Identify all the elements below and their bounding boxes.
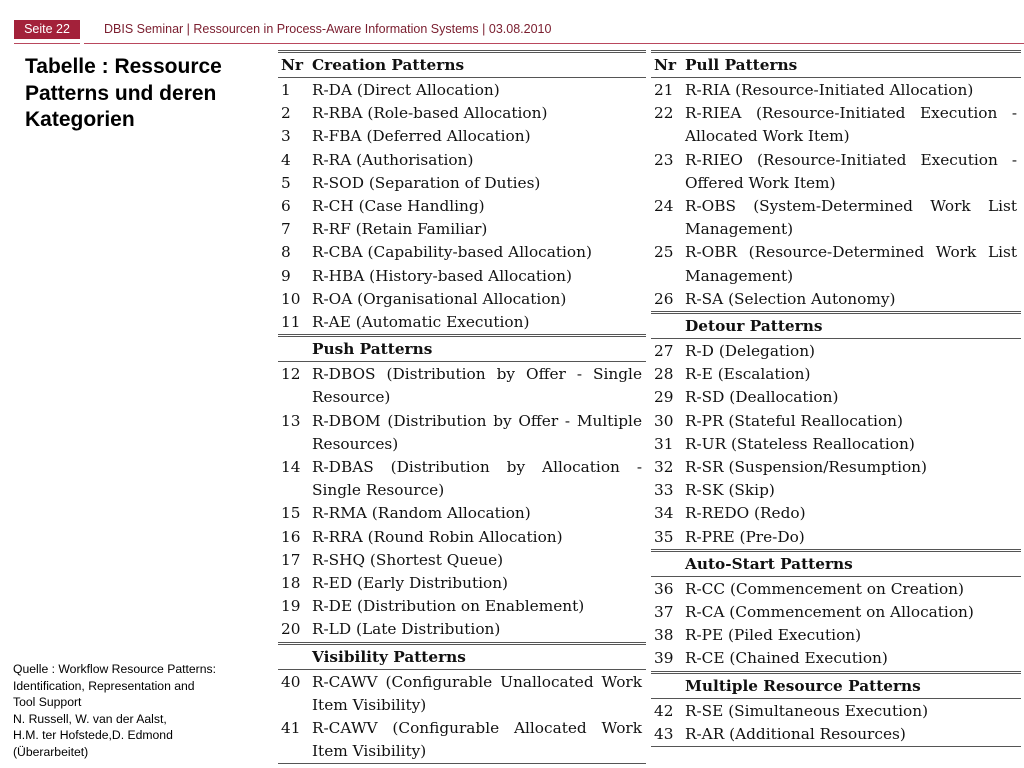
table-row bbox=[651, 363, 1021, 386]
pattern-number: 30 bbox=[654, 411, 674, 430]
pattern-number: 37 bbox=[654, 603, 674, 622]
pattern-number: 33 bbox=[654, 481, 674, 500]
pattern-name: R-CC (Commencement on Creation) bbox=[685, 579, 964, 598]
section-header-auto-start-patterns bbox=[651, 549, 1021, 577]
pattern-number: 43 bbox=[654, 724, 674, 743]
pattern-name: R-REDO (Redo) bbox=[685, 504, 806, 523]
pattern-number: 9 bbox=[281, 266, 291, 285]
table-row bbox=[278, 79, 646, 102]
table-row bbox=[651, 102, 1021, 148]
pattern-name: R-PE (Piled Execution) bbox=[685, 626, 862, 645]
pattern-number: 32 bbox=[654, 458, 674, 477]
pattern-name: R-RA (Authorisation) bbox=[312, 150, 474, 169]
section-title: Visibility Patterns bbox=[312, 647, 466, 666]
pattern-number: 38 bbox=[654, 626, 674, 645]
pattern-name: R-UR (Stateless Reallocation) bbox=[685, 434, 915, 453]
pattern-name: R-AE (Automatic Execution) bbox=[312, 313, 530, 332]
pattern-number: 11 bbox=[281, 313, 301, 332]
pattern-number: 2 bbox=[281, 104, 291, 123]
section-title: Auto-Start Patterns bbox=[685, 554, 853, 573]
table-row bbox=[278, 717, 646, 763]
table-row bbox=[651, 340, 1021, 363]
table-row bbox=[278, 618, 646, 641]
pattern-number: 17 bbox=[281, 550, 301, 569]
table-row bbox=[278, 410, 646, 456]
pattern-number: 35 bbox=[654, 527, 674, 546]
section-rows bbox=[651, 699, 1021, 746]
pattern-name: R-OA (Organisational Allocation) bbox=[312, 289, 567, 308]
source-citation bbox=[13, 661, 273, 761]
pattern-number: 4 bbox=[281, 150, 291, 169]
table-row bbox=[651, 479, 1021, 502]
header-rule-left bbox=[14, 43, 80, 44]
pattern-name: R-OBS (System-Determined Work List Management) bbox=[685, 197, 1017, 239]
pattern-name: R-DBAS (Distribution by Allocation - Single Resource) bbox=[312, 458, 642, 500]
table-row bbox=[278, 241, 646, 264]
pattern-name: R-CAWV (Configurable Allocated Work Item Visibility) bbox=[312, 719, 642, 761]
header-rule bbox=[84, 43, 1024, 44]
table-row bbox=[278, 311, 646, 334]
pattern-name: R-DA (Direct Allocation) bbox=[312, 81, 500, 99]
table-row bbox=[651, 149, 1021, 195]
source-line: H.M. ter Hofstede,D. Edmond bbox=[13, 728, 173, 743]
source-line: (Überarbeitet) bbox=[13, 744, 89, 759]
pattern-number: 5 bbox=[281, 173, 291, 192]
pattern-name: R-CAWV (Configurable Unallocated Work Item Visibility) bbox=[312, 672, 642, 714]
table-row bbox=[278, 526, 646, 549]
table-row bbox=[651, 433, 1021, 456]
section-rows bbox=[278, 670, 646, 764]
section-title: Creation Patterns bbox=[312, 56, 465, 74]
table-row bbox=[278, 549, 646, 572]
table-row bbox=[651, 241, 1021, 287]
pattern-number: 20 bbox=[281, 620, 301, 639]
column-header-nr: Nr bbox=[654, 56, 677, 74]
table-row bbox=[651, 288, 1021, 311]
section-header-push-patterns bbox=[278, 334, 646, 362]
pattern-name: R-DBOM (Distribution by Offer - Multiple Resources) bbox=[312, 411, 642, 453]
pattern-name: R-HBA (History-based Allocation) bbox=[312, 266, 572, 285]
pattern-name: R-RF (Retain Familiar) bbox=[312, 220, 488, 239]
pattern-name: R-ED (Early Distribution) bbox=[312, 574, 509, 593]
pattern-name: R-RRA (Round Robin Allocation) bbox=[312, 527, 563, 546]
section-header-pull-patterns bbox=[651, 50, 1021, 78]
pattern-name: R-SE (Simultaneous Execution) bbox=[685, 701, 929, 720]
table-row bbox=[278, 288, 646, 311]
pattern-number: 19 bbox=[281, 597, 301, 616]
pattern-number: 40 bbox=[281, 672, 301, 691]
table-row bbox=[278, 502, 646, 525]
table-bottom-rule bbox=[651, 746, 1021, 747]
pattern-number: 27 bbox=[654, 342, 674, 361]
section-header-detour-patterns bbox=[651, 311, 1021, 339]
pattern-name: R-SA (Selection Autonomy) bbox=[685, 289, 896, 308]
source-line: N. Russell, W. van der Aalst, bbox=[13, 711, 167, 726]
pattern-name: R-SHQ (Shortest Queue) bbox=[312, 550, 504, 569]
pattern-name: R-RIA (Resource-Initiated Allocation) bbox=[685, 81, 974, 99]
section-title: Push Patterns bbox=[312, 340, 433, 359]
pattern-name: R-SK (Skip) bbox=[685, 481, 775, 500]
pattern-name: R-FBA (Deferred Allocation) bbox=[312, 127, 531, 146]
pattern-number: 15 bbox=[281, 504, 301, 523]
table-row bbox=[651, 386, 1021, 409]
patterns-table-right bbox=[651, 50, 1021, 747]
pattern-number: 31 bbox=[654, 434, 674, 453]
pattern-number: 10 bbox=[281, 289, 301, 308]
pattern-name: R-CBA (Capability-based Allocation) bbox=[312, 243, 592, 262]
pattern-name: R-CE (Chained Execution) bbox=[685, 649, 888, 668]
pattern-number: 36 bbox=[654, 579, 674, 598]
pattern-name: R-DBOS (Distribution by Offer - Single Resource) bbox=[312, 365, 642, 407]
table-row bbox=[651, 526, 1021, 549]
pattern-name: R-RBA (Role-based Allocation) bbox=[312, 104, 548, 123]
table-row bbox=[651, 578, 1021, 601]
pattern-name: R-CA (Commencement on Allocation) bbox=[685, 603, 974, 622]
table-row bbox=[278, 671, 646, 717]
section-rows bbox=[278, 362, 646, 641]
table-row bbox=[278, 102, 646, 125]
pattern-number: 29 bbox=[654, 388, 674, 407]
pattern-number: 14 bbox=[281, 458, 301, 477]
table-row bbox=[278, 172, 646, 195]
table-row bbox=[651, 700, 1021, 723]
source-line: Identification, Representation and bbox=[13, 678, 195, 693]
table-row bbox=[278, 363, 646, 409]
pattern-name: R-RIEO (Resource-Initiated Execution - Offered Work Item) bbox=[685, 150, 1017, 192]
section-title: Pull Patterns bbox=[685, 56, 798, 74]
pattern-number: 7 bbox=[281, 220, 291, 239]
pattern-number: 8 bbox=[281, 243, 291, 262]
pattern-name: R-PR (Stateful Reallocation) bbox=[685, 411, 903, 430]
pattern-number: 16 bbox=[281, 527, 301, 546]
table-row bbox=[278, 149, 646, 172]
section-rows bbox=[278, 78, 646, 334]
section-title: Multiple Resource Patterns bbox=[685, 676, 921, 695]
pattern-name: R-E (Escalation) bbox=[685, 365, 811, 384]
table-row bbox=[651, 502, 1021, 525]
table-row bbox=[651, 410, 1021, 433]
table-row bbox=[278, 595, 646, 618]
table-row bbox=[651, 723, 1021, 746]
section-header-creation-patterns bbox=[278, 50, 646, 78]
pattern-name: R-CH (Case Handling) bbox=[312, 197, 485, 216]
section-title: Detour Patterns bbox=[685, 317, 823, 336]
section-rows bbox=[651, 339, 1021, 549]
pattern-name: R-SR (Suspension/Resumption) bbox=[685, 458, 927, 477]
pattern-number: 42 bbox=[654, 701, 674, 720]
slide-title: Tabelle : Ressource Patterns und deren Kategorien bbox=[25, 55, 222, 131]
pattern-number: 21 bbox=[654, 81, 674, 99]
pattern-number: 24 bbox=[654, 197, 674, 216]
slide-header bbox=[0, 0, 1024, 45]
pattern-name: R-OBR (Resource-Determined Work List Management) bbox=[685, 243, 1017, 285]
table-row bbox=[278, 572, 646, 595]
pattern-name: R-SOD (Separation of Duties) bbox=[312, 173, 541, 192]
header-title: DBIS Seminar | Ressourcen in Process-Aware Information Systems | 03.08.2010 bbox=[104, 22, 552, 36]
table-row bbox=[651, 79, 1021, 102]
table-row bbox=[651, 456, 1021, 479]
pattern-number: 34 bbox=[654, 504, 674, 523]
pattern-name: R-RMA (Random Allocation) bbox=[312, 504, 531, 523]
section-header-visibility-patterns bbox=[278, 642, 646, 670]
pattern-name: R-LD (Late Distribution) bbox=[312, 620, 501, 639]
section-rows bbox=[651, 577, 1021, 671]
page-number-badge: Seite 22 bbox=[14, 20, 80, 39]
pattern-name: R-AR (Additional Resources) bbox=[685, 724, 906, 743]
pattern-name: R-RIEA (Resource-Initiated Execution - Allocated Work Item) bbox=[685, 104, 1017, 146]
pattern-number: 12 bbox=[281, 365, 301, 384]
table-row bbox=[651, 647, 1021, 670]
column-header-nr: Nr bbox=[281, 56, 304, 74]
source-line: Tool Support bbox=[13, 695, 82, 710]
table-row bbox=[651, 624, 1021, 647]
table-row bbox=[278, 125, 646, 148]
section-rows bbox=[651, 78, 1021, 311]
table-row bbox=[651, 601, 1021, 624]
pattern-number: 3 bbox=[281, 127, 291, 146]
pattern-number: 23 bbox=[654, 150, 674, 169]
table-bottom-rule bbox=[278, 763, 646, 764]
pattern-name: R-DE (Distribution on Enablement) bbox=[312, 597, 585, 616]
pattern-number: 13 bbox=[281, 411, 301, 430]
pattern-number: 25 bbox=[654, 243, 674, 262]
pattern-number: 18 bbox=[281, 574, 301, 593]
pattern-number: 6 bbox=[281, 197, 291, 216]
section-header-multiple-resource-patterns bbox=[651, 671, 1021, 699]
patterns-table-left bbox=[278, 50, 646, 764]
pattern-number: 26 bbox=[654, 289, 674, 308]
table-row bbox=[651, 195, 1021, 241]
pattern-number: 28 bbox=[654, 365, 674, 384]
pattern-name: R-SD (Deallocation) bbox=[685, 388, 839, 407]
table-row bbox=[278, 265, 646, 288]
pattern-number: 41 bbox=[281, 719, 301, 738]
pattern-name: R-PRE (Pre-Do) bbox=[685, 527, 805, 546]
pattern-name: R-D (Delegation) bbox=[685, 342, 816, 361]
pattern-number: 1 bbox=[281, 81, 291, 99]
pattern-number: 22 bbox=[654, 104, 674, 123]
table-row bbox=[278, 218, 646, 241]
pattern-number: 39 bbox=[654, 649, 674, 668]
table-row bbox=[278, 195, 646, 218]
table-row bbox=[278, 456, 646, 502]
source-line: Quelle : Workflow Resource Patterns: bbox=[13, 662, 216, 676]
